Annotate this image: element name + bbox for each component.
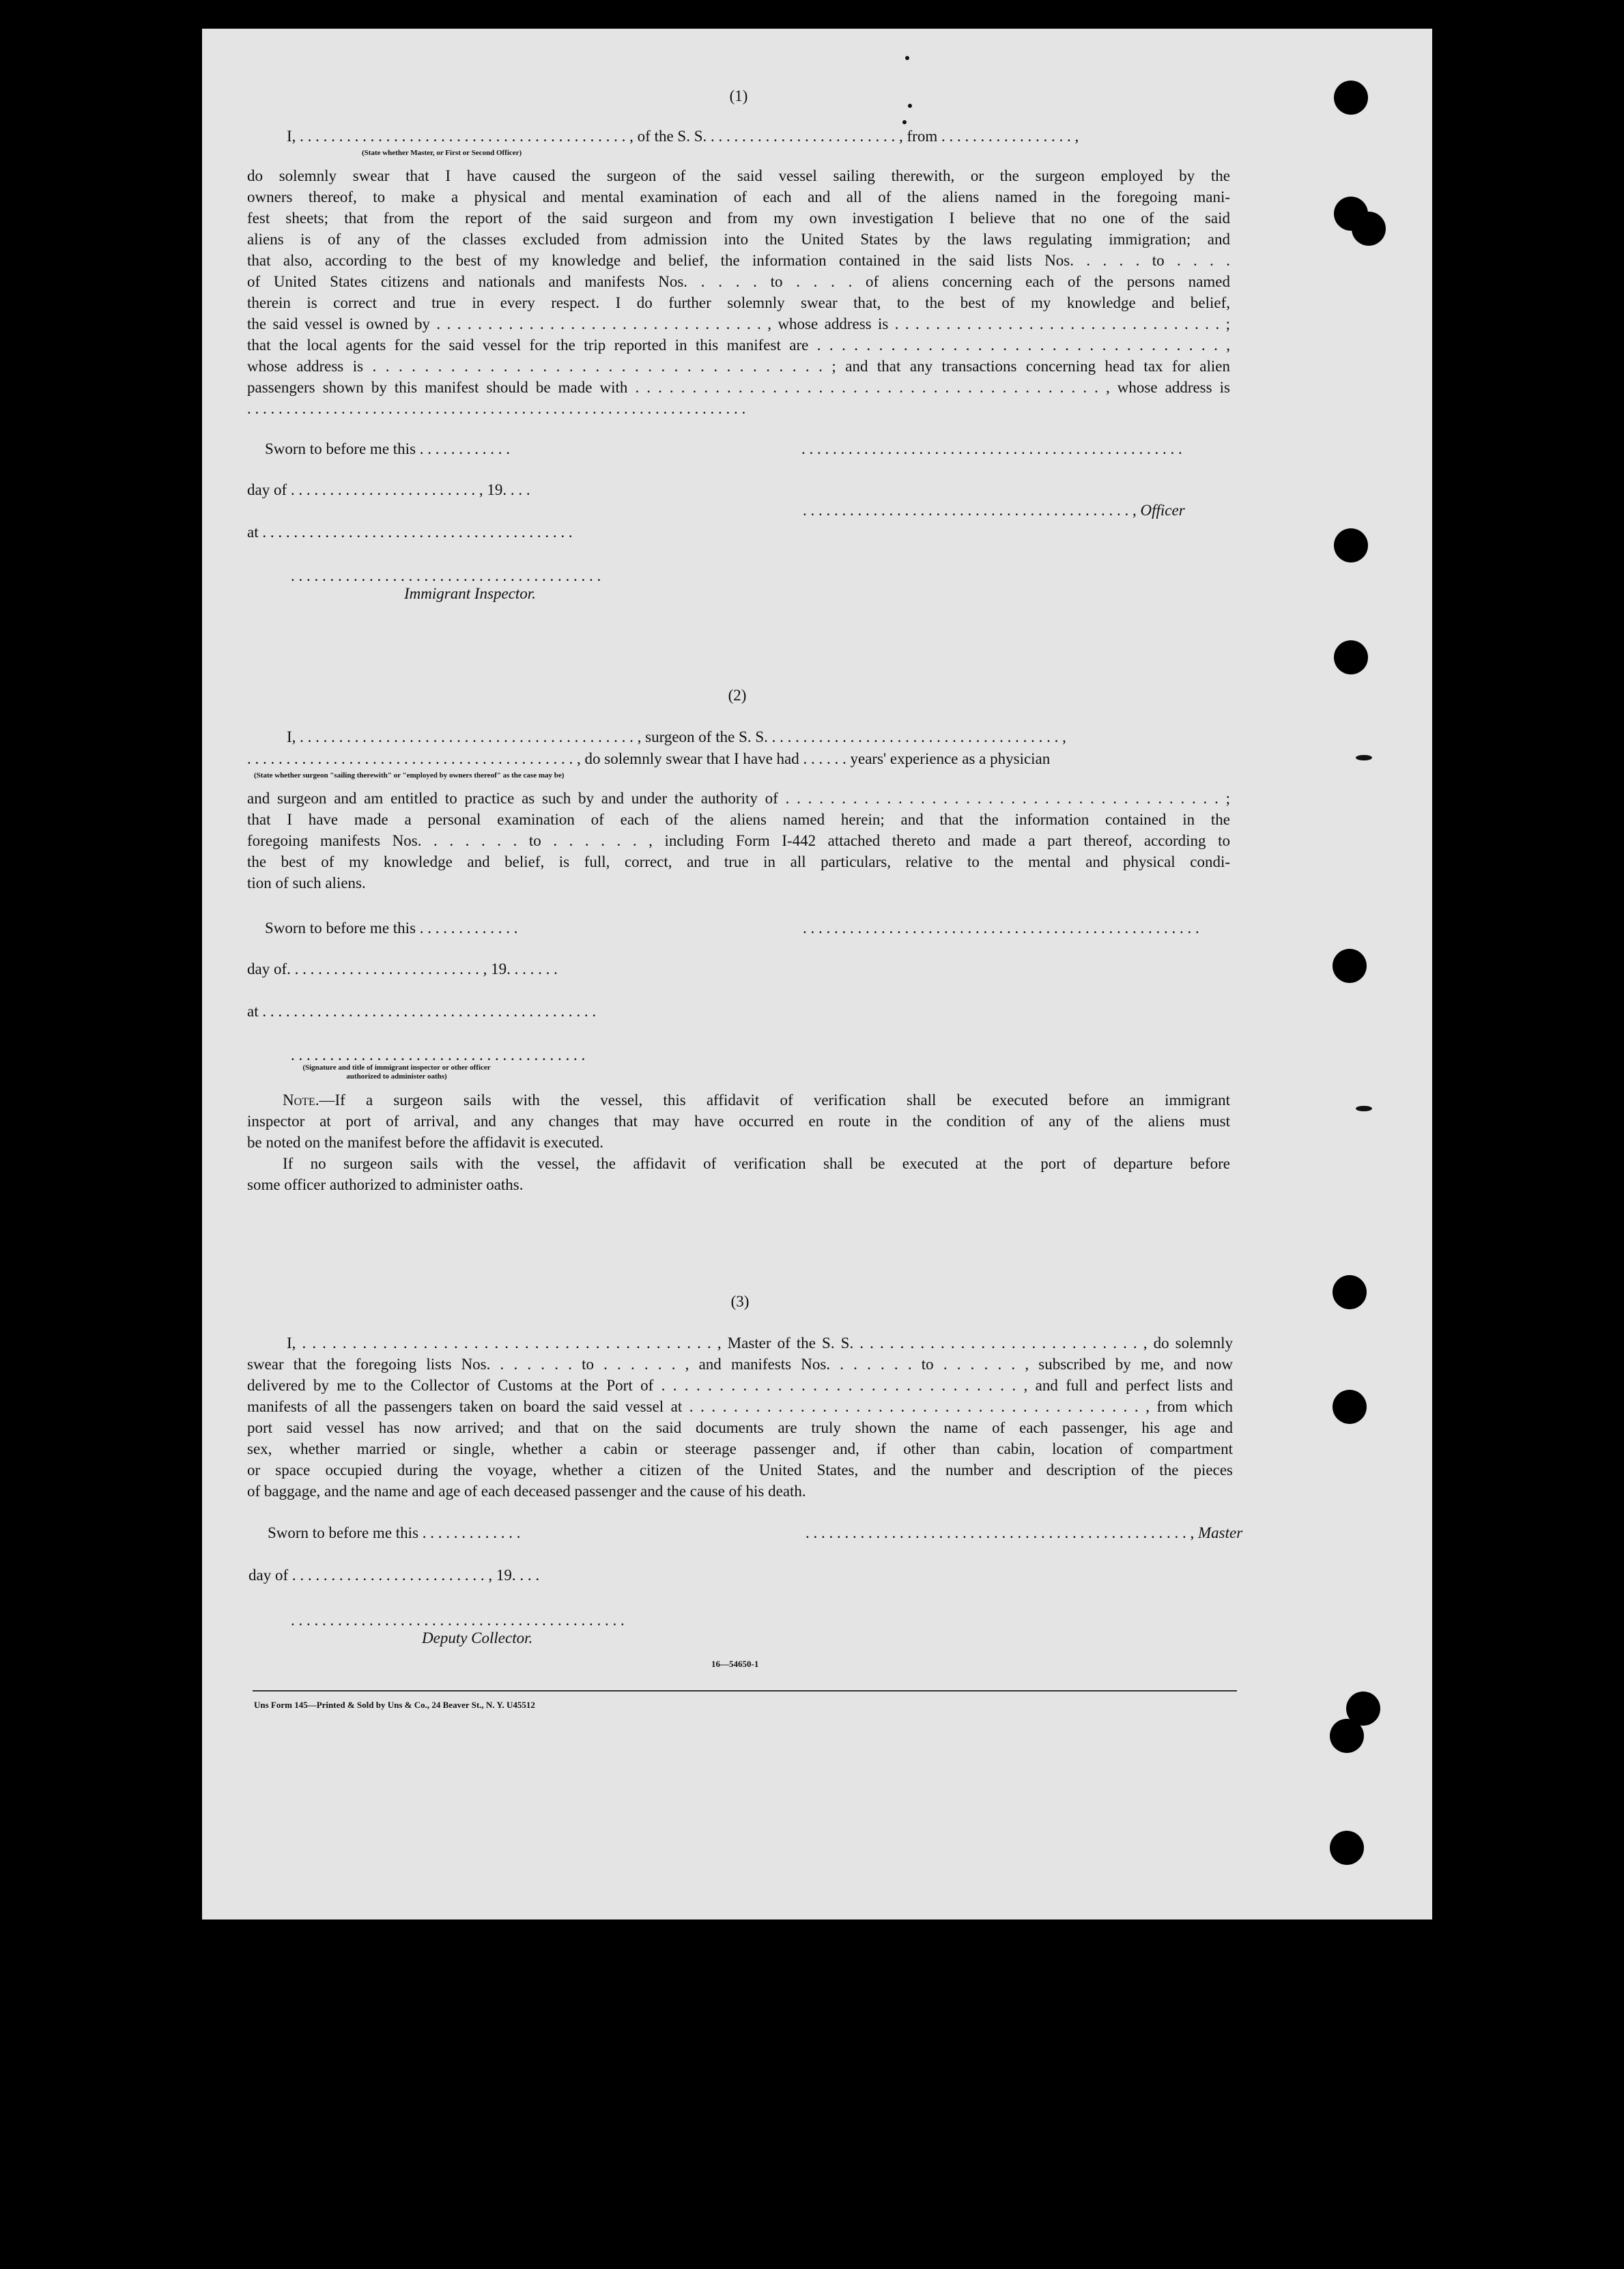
master-line: . . . . . . . . . . . . . . . . . . . . . . . . . . . . . . . . . . . . . . . . . . . . . . . . . , — [806, 1524, 1198, 1541]
body-line: or space occupied during the voyage, whether a citizen of the United States, and the number and description of the pieces — [247, 1461, 1233, 1479]
printer-footer: Uns Form 145—Printed & Sold by Uns & Co., 24 Beaver St., N. Y. U45512 — [254, 1700, 535, 1710]
body-line: that the local agents for the said vessel for the trip reported in this manifest are . . . . . . . . . . . . . . . . . . . . . . . . . . . . . . . . . , — [247, 337, 1230, 354]
section-2-body — [247, 788, 1230, 894]
section-2-second-line: . . . . . . . . . . . . . . . . . . . . . . . . . . . . . . . . . . . . . . . . . . , do solemnly swear that I have had . . . . . . years' experience as a physician — [247, 750, 1051, 767]
punch-hole — [1333, 1275, 1367, 1309]
section-2-inspector-line: . . . . . . . . . . . . . . . . . . . . . . . . . . . . . . . . . . . . . . — [291, 1046, 586, 1064]
master-label: Master — [1198, 1524, 1243, 1541]
body-line: and surgeon and am entitled to practice as such by and under the authority of . . . . . . . . . . . . . . . . . . . . . . . . . . . . . . . . . . . . . . . ; — [247, 790, 1230, 807]
note-line: If no surgeon sails with the vessel, the affidavit of verification shall be executed at the port of departure before — [283, 1155, 1230, 1172]
punch-hole — [1334, 640, 1368, 674]
body-last-line: . . . . . . . . . . . . . . . . . . . . . . . . . . . . . . . . . . . . . . . . . . . . . . . . . . . . . . . . . . . . . . . . — [247, 400, 746, 417]
section-1-sworn: Sworn to before me this . . . . . . . . . . . . — [265, 440, 511, 457]
body-line: the said vessel is owned by . . . . . . . . . . . . . . . . . . . . . . . . . . . . . . . . , whose address is . . . . . . . . . . . . . . . . . . . . . . . . . . . . . . . . ; — [247, 315, 1230, 332]
form-code: 16—54650-1 — [711, 1659, 759, 1669]
section-3-number: (3) — [730, 1293, 750, 1310]
body-line: fest sheets; that from the report of the said surgeon and from my own investigation I believe that no one of the said — [247, 210, 1230, 227]
body-line: foregoing manifests Nos. . . . . . . to . . . . . . , including Form I-442 attached thereto and made a part thereof, according to — [247, 832, 1230, 849]
speck — [908, 104, 912, 108]
body-line: swear that the foregoing lists Nos. . . . . . . to . . . . . . , and manifests Nos. . . . . . . to . . . . . . , subscribed by me, and now — [247, 1356, 1233, 1373]
section-2-opening-line: I, . . . . . . . . . . . . . . . . . . . . . . . . . . . . . . . . . . . . . . . . . . . , surgeon of the S. S. . . . . . . . . . . . . . . . . . . . . . . . . . . . . . . . . . . . . . , — [287, 728, 1066, 745]
body-last-line: of baggage, and the name and age of each deceased passenger and the cause of his death. — [247, 1483, 806, 1500]
section-3-collector-label: Deputy Collector. — [422, 1629, 533, 1646]
body-line: that also, according to the best of my knowledge and belief, the information contained in the said lists Nos. . . . . to . . . . — [247, 252, 1230, 269]
section-2-at: at . . . . . . . . . . . . . . . . . . . . . . . . . . . . . . . . . . . . . . . . . . . — [247, 1003, 597, 1020]
punch-hole — [1333, 949, 1367, 983]
body-line: I, . . . . . . . . . . . . . . . . . . . . . . . . . . . . . . . . . . . . . . . . . , Master of the S. S. . . . . . . . . . . . . . . . . . . . . . . . . . . . . , do solemnly — [287, 1335, 1233, 1352]
note-line: inspector at port of arrival, and any changes that may have occurred en route in the condition of any of the aliens must — [247, 1113, 1230, 1130]
punch-hole — [1330, 1719, 1364, 1753]
note-label: Note. — [283, 1091, 319, 1109]
punch-hole — [1352, 212, 1386, 246]
body-line: passengers shown by this manifest should be made with . . . . . . . . . . . . . . . . . . . . . . . . . . . . . . . . . . . . . . . . . , whose address is — [247, 379, 1230, 396]
note-line: be noted on the manifest before the affidavit is executed. — [247, 1134, 603, 1151]
section-3-sworn: Sworn to before me this . . . . . . . . . . . . . — [268, 1524, 521, 1541]
body-line: sex, whether married or single, whether a cabin or steerage passenger and, if other than cabin, location of compartment — [247, 1440, 1233, 1457]
body-line: delivered by me to the Collector of Customs at the Port of . . . . . . . . . . . . . . . . . . . . . . . . . . . . . . . , and full and perfect lists and — [247, 1377, 1233, 1394]
section-2-number: (2) — [728, 687, 747, 704]
section-1-day: day of . . . . . . . . . . . . . . . . . . . . . . . . , 19. . . . — [247, 481, 530, 498]
body-last-line: tion of such aliens. — [247, 874, 366, 891]
section-1-at: at . . . . . . . . . . . . . . . . . . . . . . . . . . . . . . . . . . . . . . . . — [247, 524, 573, 541]
section-3-body — [247, 1332, 1233, 1502]
section-2-sworn: Sworn to before me this . . . . . . . . . . . . . — [265, 919, 518, 937]
speck — [1356, 755, 1372, 760]
section-2-signature-caption: (Signature and title of immigrant inspector or other officer authorized to administer oaths) — [302, 1064, 491, 1081]
section-1-opening-line: I, . . . . . . . . . . . . . . . . . . . . . . . . . . . . . . . . . . . . . . . . . . , of the S. S. . . . . . . . . . . . . . . . . . . . . . . . . , from . . . . . . . . . . . . . . . . . , — [287, 128, 1079, 145]
punch-hole — [1334, 81, 1368, 115]
section-1-officer-note: (State whether Master, or First or Second Officer) — [362, 149, 522, 157]
section-1-body — [247, 165, 1230, 419]
body-line: that I have made a personal examination of each of the aliens named herein; and that the information contained in the — [247, 811, 1230, 828]
punch-hole — [1333, 1390, 1367, 1424]
officer-label: Officer — [1140, 502, 1185, 519]
section-3-master-signature — [806, 1522, 1242, 1544]
body-line: therein is correct and true in every respect. I do further solemnly swear that, to the best of my knowledge and belief, — [247, 294, 1230, 311]
section-2-signature-line: . . . . . . . . . . . . . . . . . . . . . . . . . . . . . . . . . . . . . . . . . . . . . . . . . . . — [803, 919, 1199, 937]
note-line — [247, 1089, 1230, 1111]
section-3-collector-line: . . . . . . . . . . . . . . . . . . . . . . . . . . . . . . . . . . . . . . . . . . . — [291, 1612, 625, 1629]
section-1-inspector-label: Immigrant Inspector. — [404, 585, 536, 602]
body-line: port said vessel has now arrived; and that on the said documents are truly shown the name of each passenger, his age and — [247, 1419, 1233, 1436]
speck — [902, 120, 907, 124]
section-2-surgeon-note: (State whether surgeon "sailing therewith" or "employed by owners thereof" as the case may be) — [254, 771, 565, 780]
section-1-signature-line: . . . . . . . . . . . . . . . . . . . . . . . . . . . . . . . . . . . . . . . . . . . . . . . . . — [801, 440, 1182, 457]
note-line: some officer authorized to administer oaths. — [247, 1176, 524, 1193]
speck — [1356, 1106, 1372, 1111]
manifest-page — [202, 29, 1432, 1920]
section-2-note — [247, 1089, 1230, 1195]
section-2-day: day of. . . . . . . . . . . . . . . . . . . . . . . . . , 19. . . . . . . — [247, 960, 558, 977]
body-line: the best of my knowledge and belief, is full, correct, and true in all particulars, relative to the mental and physical condi- — [247, 853, 1230, 870]
section-1-number: (1) — [729, 87, 748, 104]
speck — [905, 56, 909, 60]
section-1-officer-signature — [803, 500, 1185, 522]
punch-hole — [1334, 528, 1368, 562]
section-1-inspector-line: . . . . . . . . . . . . . . . . . . . . . . . . . . . . . . . . . . . . . . . . — [291, 567, 601, 584]
section-3-day: day of . . . . . . . . . . . . . . . . . . . . . . . . . , 19. . . . — [248, 1567, 540, 1584]
footer-rule — [253, 1690, 1237, 1692]
body-line: of United States citizens and nationals and manifests Nos. . . . . to . . . . of aliens concerning each of the persons named — [247, 273, 1230, 290]
punch-hole — [1330, 1831, 1364, 1865]
body-line: owners thereof, to make a physical and mental examination of each and all of the aliens named in the foregoing mani- — [247, 188, 1230, 205]
note-text: —If a surgeon sails with the vessel, this affidavit of verification shall be executed before an immigrant — [319, 1091, 1230, 1109]
body-line: whose address is . . . . . . . . . . . . . . . . . . . . . . . . . . . . . . . . . . . ; and that any transactions concerning head tax for alien — [247, 358, 1230, 375]
officer-line: . . . . . . . . . . . . . . . . . . . . . . . . . . . . . . . . . . . . . . . . . . , — [803, 502, 1141, 519]
body-line: aliens is of any of the classes excluded from admission into the United States by the laws regulating immigration; and — [247, 231, 1230, 248]
body-line: do solemnly swear that I have caused the surgeon of the said vessel sailing therewith, or the surgeon employed by the — [247, 167, 1230, 184]
body-line: manifests of all the passengers taken on board the said vessel at . . . . . . . . . . . . . . . . . . . . . . . . . . . . . . . . . . . . . . . . . , from which — [247, 1398, 1233, 1415]
